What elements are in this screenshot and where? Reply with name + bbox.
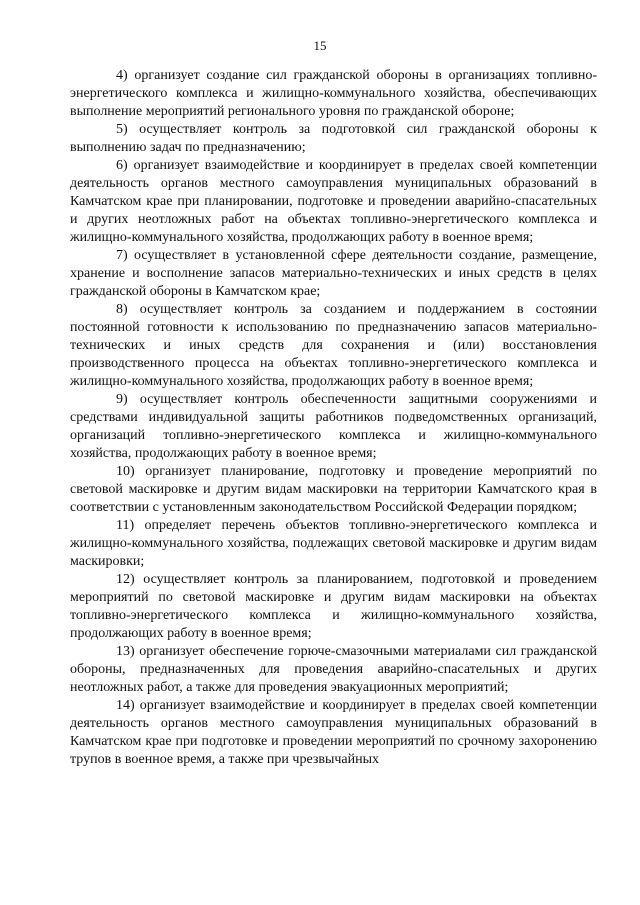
- paragraph-item-8: 8) осуществляет контроль за созданием и поддержанием в состоянии постоянной готовности к использованию по предназначению запасов материально-технических и иных средств для сохранения и (или) восстановления производственного процесса на объектах топливно-энергетического комплекса и жилищно-коммунального хозяйства, продолжающих работу в военное время;: [70, 302, 597, 389]
- paragraph-item-13: 13) организует обеспечение горюче-смазочными материалами сил гражданской обороны, предназначенных для проведения аварийно-спасательных и других неотложных работ, а также для проведения эвакуационных мероприятий;: [70, 644, 597, 695]
- paragraph-item-7: 7) осуществляет в установленной сфере деятельности создание, размещение, хранение и восполнение запасов материально-технических и иных средств в целях гражданской обороны в Камчатском крае;: [70, 248, 597, 299]
- page-number: 15: [313, 38, 327, 53]
- paragraph-item-9: 9) осуществляет контроль обеспеченности защитными сооружениями и средствами индивидуальной защиты работников подведомственных организаций, организаций топливно-энергетического комплекса и жилищно-коммунального хозяйства, продолжающих работу в военное время;: [70, 392, 597, 461]
- paragraph-item-14: 14) организует взаимодействие и координирует в пределах своей компетенции деятельность органов местного самоуправления муниципальных образований в Камчатском крае при подготовке и проведении мероприятий по срочному захоронению трупов в военное время, а также при чрезвычайных: [70, 698, 597, 767]
- document-body: [70, 67, 597, 769]
- paragraph-item-11: 11) определяет перечень объектов топливно-энергетического комплекса и жилищно-коммунального хозяйства, подлежащих световой маскировке и другим видам маскировки;: [70, 518, 597, 569]
- paragraph-item-6: 6) организует взаимодействие и координирует в пределах своей компетенции деятельность органов местного самоуправления муниципальных образований в Камчатском крае при планировании, подготовке и проведении аварийно-спасательных и других неотложных работ на объектах топливно-энергетического комплекса и жилищно-коммунального хозяйства, продолжающих работу в военное время;: [70, 158, 597, 245]
- paragraph-item-12: 12) осуществляет контроль за планированием, подготовкой и проведением мероприятий по световой маскировке и другим видам маскировки на объектах топливно-энергетического комплекса и жилищно-коммунального хозяйства, продолжающих работу в военное время;: [70, 572, 597, 641]
- paragraph-item-5: 5) осуществляет контроль за подготовкой сил гражданской обороны к выполнению задач по предназначению;: [70, 122, 597, 155]
- paragraph-item-10: 10) организует планирование, подготовку и проведение мероприятий по световой маскировке и другим видам маскировки на территории Камчатского края в соответствии с установленным законодательством Российской Федерации порядком;: [70, 464, 597, 515]
- paragraph-item-4: 4) организует создание сил гражданской обороны в организациях топливно-энергетического комплекса и жилищно-коммунального хозяйства, обеспечивающих выполнение мероприятий регионального уровня по гражданской обороне;: [70, 68, 597, 119]
